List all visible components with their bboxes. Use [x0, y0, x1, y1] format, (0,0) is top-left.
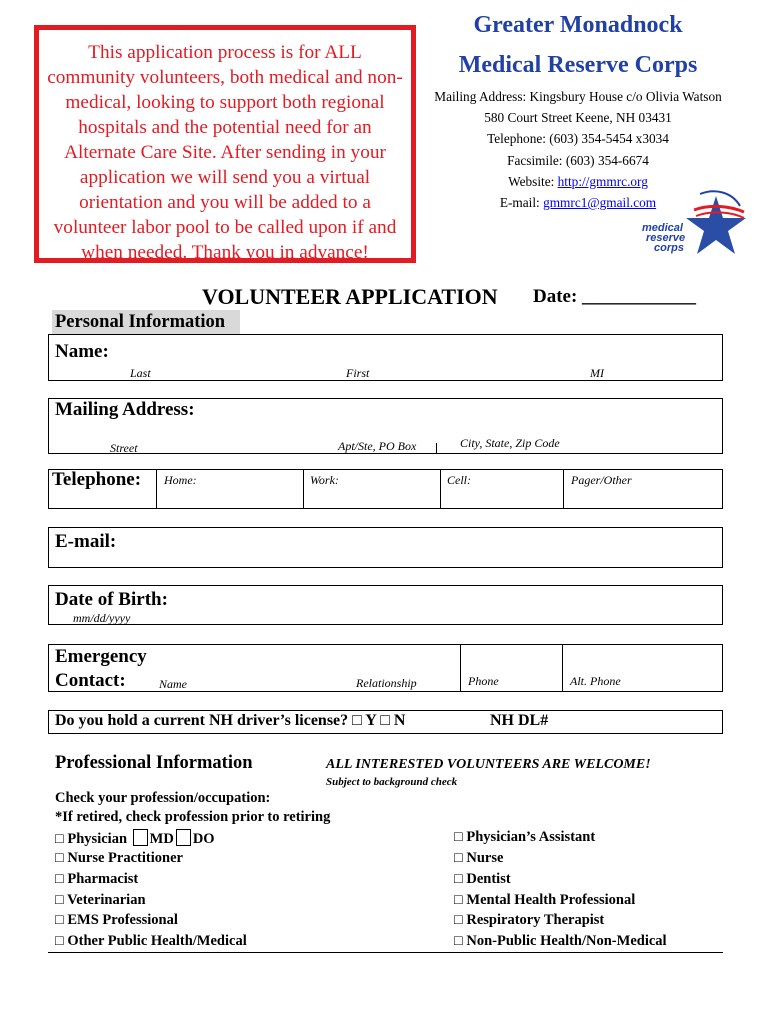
mrc-logo: [640, 188, 746, 256]
name-mi-caption: MI: [590, 366, 604, 380]
em-phone-caption: Phone: [468, 674, 499, 688]
notice-text: This application process is for ALL community volunteers, both medical and non-medical, looking to support both regional hospitals and the potential need for an Alternate Care Site. After sending in your application we will send you a virtual orientation and you will be added to a volunteer labor pool to be called upon if and when needed. Thank you in advance!: [47, 42, 403, 263]
option-mental-health[interactable]: □ Mental Health Professional: [454, 892, 636, 908]
name-label: Name:: [55, 341, 109, 362]
notice-box: [34, 25, 416, 263]
check-profession-prompt: Check your profession/occupation:: [55, 790, 271, 806]
email-link[interactable]: gmmrc1@gmail.com: [543, 195, 657, 210]
personal-info-header: Personal Information: [52, 310, 240, 334]
nh-dl-label: NH DL#: [490, 712, 549, 729]
do-checkbox[interactable]: [176, 829, 191, 846]
license-question: Do you hold a current NH driver’s license? □ Y □ N: [55, 712, 406, 729]
retired-note: *If retired, check profession prior to retiring: [55, 809, 331, 825]
em-name-caption: Name: [159, 677, 187, 691]
option-non-public-health[interactable]: □ Non-Public Health/Non-Medical: [454, 933, 667, 949]
tel-cell-caption: Cell:: [447, 473, 471, 487]
em-divider-1: [460, 644, 461, 692]
email-field[interactable]: [48, 527, 723, 568]
mailing-address-label: Mailing Address:: [55, 399, 195, 420]
option-veterinarian[interactable]: □ Veterinarian: [55, 892, 146, 908]
tel-divider-1: [156, 469, 157, 509]
md-checkbox[interactable]: [133, 829, 148, 846]
option-physician[interactable]: [55, 829, 215, 848]
option-physicians-assistant[interactable]: □ Physician’s Assistant: [454, 829, 596, 845]
street-caption: Street: [110, 441, 138, 455]
logo-text-reserve: reserve: [646, 232, 686, 244]
emergency-label: Emergency: [55, 646, 147, 667]
website-label: Website:: [508, 174, 558, 189]
option-ems-professional[interactable]: □ EMS Professional: [55, 912, 178, 928]
org-title-line2: Medical Reserve Corps: [458, 52, 698, 78]
telephone-line: Telephone: (603) 354-5454 x3034: [487, 131, 669, 146]
do-label: DO: [192, 831, 215, 847]
md-label: MD: [149, 831, 174, 847]
option-nurse-practitioner[interactable]: □ Nurse Practitioner: [55, 850, 183, 866]
background-check-text: Subject to background check: [326, 776, 458, 788]
org-title-line1: Greater Monadnock: [473, 12, 683, 38]
name-last-caption: Last: [130, 366, 151, 380]
logo-text-corps: corps: [654, 242, 684, 254]
fax-line: Facsimile: (603) 354-6674: [507, 153, 649, 168]
dob-format-caption: mm/dd/yyyy: [73, 611, 131, 625]
application-title: VOLUNTEER APPLICATION: [202, 284, 498, 309]
tel-pager-caption: Pager/Other: [571, 473, 632, 487]
tel-divider-3: [440, 469, 441, 509]
date-field[interactable]: Date: ____________: [533, 286, 697, 307]
physician-label: □ Physician: [55, 831, 131, 847]
option-respiratory-therapist[interactable]: □ Respiratory Therapist: [454, 912, 605, 928]
street-address: 580 Court Street Keene, NH 03431: [484, 110, 672, 125]
dob-label: Date of Birth:: [55, 589, 168, 610]
address-divider: [436, 443, 437, 454]
tel-home-caption: Home:: [164, 473, 197, 487]
section-bottom-rule: [48, 952, 723, 953]
telephone-label: Telephone:: [52, 469, 142, 490]
em-alt-phone-caption: Alt. Phone: [570, 674, 621, 688]
option-dentist[interactable]: □ Dentist: [454, 871, 511, 887]
mailing-address: Mailing Address: Kingsbury House c/o Olivia Watson: [434, 89, 722, 104]
option-other-public-health[interactable]: □ Other Public Health/Medical: [55, 933, 247, 949]
tel-work-caption: Work:: [310, 473, 339, 487]
website-link[interactable]: http://gmmrc.org: [557, 174, 648, 189]
professional-info-header: Professional Information: [55, 753, 253, 773]
logo-text-medical: medical: [642, 222, 683, 234]
tel-divider-4: [563, 469, 564, 509]
em-relationship-caption: Relationship: [356, 676, 417, 690]
option-nurse[interactable]: □ Nurse: [454, 850, 504, 866]
em-divider-2: [562, 644, 563, 692]
apt-caption: Apt/Ste, PO Box: [338, 439, 417, 453]
email-label: E-mail:: [499, 195, 544, 210]
name-first-caption: First: [346, 366, 370, 380]
contact-label: Contact:: [55, 670, 126, 691]
tel-divider-2: [303, 469, 304, 509]
city-caption: City, State, Zip Code: [460, 436, 560, 450]
option-pharmacist[interactable]: □ Pharmacist: [55, 871, 139, 887]
welcome-text: ALL INTERESTED VOLUNTEERS ARE WELCOME!: [326, 757, 651, 772]
email-field-label: E-mail:: [55, 531, 117, 552]
